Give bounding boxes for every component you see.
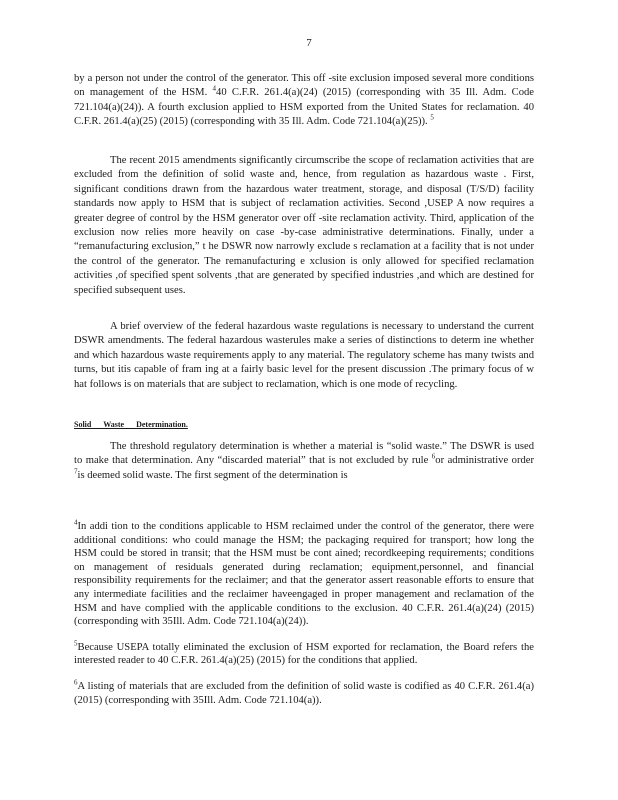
footnote-text: In addi tion to the conditions applicable to HSM reclaimed under the control of the generator, there were additional conditions: who could manage the HSM; the packaging required for transport; how long the HSM could be stored in transit; that the HSM must be cont ained; recordkeeping requirements; conditions on management of residuals generated during reclamation; equipment,personnel, and financial responsibility requirements for the reclaimer; and that the generator assert reasonable efforts to ensure that any intermediate facilities and the reclaimer haveengaged in proper management and reclamation of the HSM and have complied with the applicable conditions to the exclusion. 40 C.F.R. 261.4(a)(24) (2015) (corresponding with 35Ill. Adm. Code 721.104(a)(24)). [74, 521, 534, 628]
footnote-mark: 5 [74, 639, 78, 648]
paragraph: The recent 2015 amendments significantly circumscribe the scope of reclamation activities that are excluded from the definition of solid waste and, hence, from regulation as hazardous waste . First, significant conditions drawn from the hazardous water treatment, storage, and disposal (T/S/D) facility standards now apply to HSM that is subject of reclamation activities. Second ,USEP A now requires a greater degree of control by the HSM generator over off -site reclamation activity. Third, application of the exclusion now relies more heavily on case -by-case administrative determinations. Finally, under a “remanufacturing exclusion,” t he DSWR now narrowly exclude s reclamation at a facility that is not under the control of the generator. The remanufacturing e xclusion is only allowed for specified reclamation activities ,of specified spent solvents ,that are generated by specified industries ,and which are destined for specified subsequent uses. [74, 155, 534, 296]
paragraph: A brief overview of the federal hazardous waste regulations is necessary to understand the current DSWR amendments. The federal hazardous wasterules make a series of distinctions to determ ine whether and which hazardous waste requirements apply to any material. The regulatory scheme has many twists and turns, but itis capable of fram ing at a fairly basic level for the present discussion .The primary focus of w hat follows is on materials that are subject to reclamation, which is one mode of recycling. [74, 321, 534, 390]
footnote-mark: 6 [74, 678, 78, 687]
paragraph-amendments [74, 154, 534, 298]
footnote-4 [74, 520, 534, 629]
footnotes-section [74, 520, 534, 719]
paragraph-text: is deemed solid waste. The first segment of the determination is [77, 469, 348, 481]
paragraph [74, 440, 534, 483]
paragraph [74, 72, 534, 130]
paragraph-text: by a person not under the control of the generator. This off -site exclusion imposed several more conditions on management of the HSM. [74, 73, 534, 99]
footnote-ref-6[interactable]: 6 [431, 452, 436, 461]
paragraph-overview [74, 320, 534, 392]
footnote-ref-5[interactable]: 5 [430, 113, 434, 122]
paragraph-continuation [74, 72, 534, 130]
section-heading: Solid Waste Determination. [74, 420, 188, 429]
paragraph-text: 40 C.F.R. 261.4(a)(24) (2015) (corresponding with 35 Ill. Adm. Code 721.104(a)(24)). A fourth exclusion applied to HSM exported from the United States for reclamation. 40 C.F.R. 261.4(a)(25) (2015) (corresponding with 35 Ill. Adm. Code 721.104(a)(25)). [74, 87, 534, 128]
footnote-ref-4[interactable]: 4 [212, 84, 217, 93]
footnote-text: Because USEPA totally eliminated the exclusion of HSM exported for reclamation, the Board refers the interested reader to 40 C.F.R. 261.4(a)(25) (2015) for the conditions that applied. [74, 641, 534, 667]
footnote-mark: 4 [74, 518, 78, 527]
paragraph-text: or administrative order [435, 455, 534, 467]
paragraph-text: The threshold regulatory determination is whether a material is “solid waste.” The DSWR is used to make that determination. Any “discarded material” that is not excluded by rule [74, 441, 534, 467]
footnote-6 [74, 680, 534, 707]
page-number: 7 [306, 37, 312, 49]
footnote-5 [74, 641, 534, 668]
footnote-text: A listing of materials that are excluded from the definition of solid waste is codified as 40 C.F.R. 261.4(a) (2015) (corresponding with 35Ill. Adm. Code 721.104(a)). [74, 680, 534, 706]
paragraph-threshold [74, 440, 534, 483]
footnote-ref-7[interactable]: 7 [74, 467, 78, 476]
